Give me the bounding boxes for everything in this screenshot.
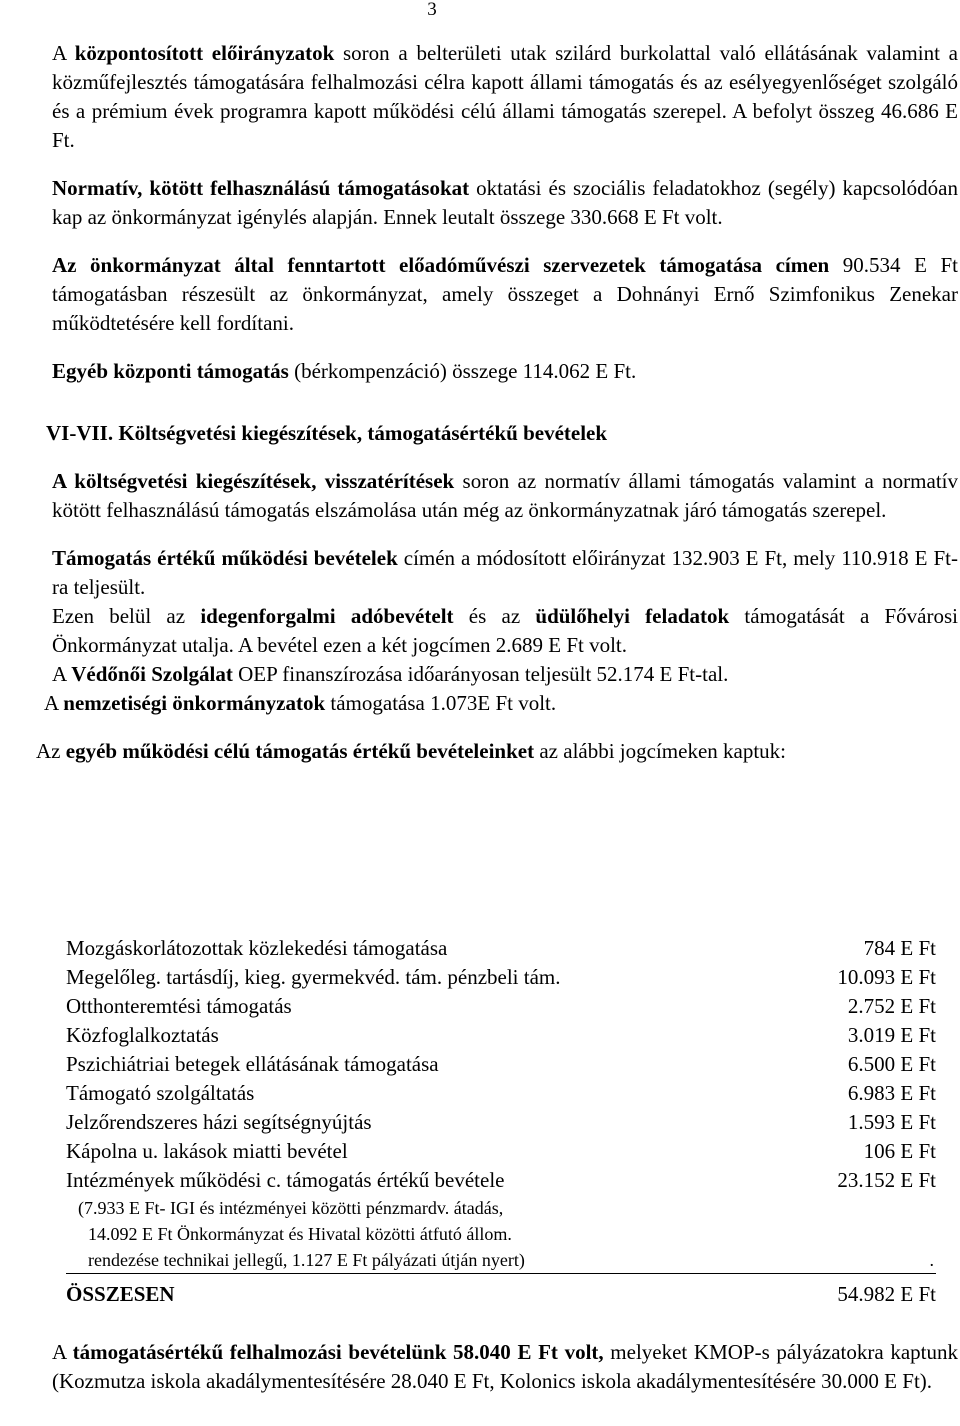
paragraph-tourism-tax <box>52 602 958 660</box>
total-row <box>66 1280 936 1309</box>
note-end-mark: . <box>929 1250 934 1270</box>
section-number: VI-VII. <box>46 421 114 445</box>
text-body: melyeket KMOP-s pályázatokra kaptunk (Kozmutza iskola akadálymentesítésére 28.040 E Ft, Kolonics iskola akadálymentesítésére 30.000 E Ft). <box>52 1340 958 1393</box>
term-other-central-support: Egyéb központi támogatás <box>52 359 289 383</box>
paragraph-minority-govts <box>44 689 958 718</box>
row-amount: 784 E Ft <box>863 936 936 960</box>
term-tourism-tax: idegenforgalmi adóbevételt <box>200 604 454 628</box>
text-body: (bérkompenzáció) összege 114.062 E Ft. <box>288 359 637 383</box>
text-body: támogatását a Fővárosi Önkormányzat utalja. A bevétel ezen a két jogcímen 2.689 E Ft volt. <box>52 604 959 657</box>
text-lead: A <box>52 662 72 686</box>
term-operating-revenue: Támogatás értékű működési bevételek <box>52 546 398 570</box>
table-row <box>66 1021 936 1050</box>
table-row <box>66 1108 936 1137</box>
paragraph-capital-grants <box>52 1338 958 1396</box>
term-other-revenue: egyéb működési célú támogatás értékű bevételeinket <box>65 739 535 763</box>
term-capital-grants: támogatásértékű felhalmozási bevételünk 58.040 E Ft volt, <box>72 1340 604 1364</box>
paragraph-other-revenue-intro <box>36 737 958 766</box>
row-label: Intézmények működési c. támogatás értékű bevétele <box>66 1168 505 1192</box>
paragraph-health-visitor <box>52 660 958 689</box>
row-label: Megelőleg. tartásdíj, kieg. gyermekvéd. tám. pénzbeli tám. <box>66 965 561 989</box>
row-label: Közfoglalkoztatás <box>66 1023 219 1047</box>
row-amount: 3.019 E Ft <box>847 1023 936 1047</box>
note-line: 14.092 E Ft Önkormányzat és Hivatal közötti átfutó állom. <box>88 1224 512 1244</box>
text-body: címén a módosított előirányzat 132.903 E Ft, mely 110.918 E Ft-ra teljesült. <box>52 546 958 599</box>
term-central-appropriations: központosított előirányzatok <box>74 41 335 65</box>
table-row <box>66 963 936 992</box>
text-mid: és az <box>453 604 536 628</box>
text-body: OEP finanszírozása időarányosan teljesült 52.174 E Ft-tal. <box>232 662 729 686</box>
total-label: ÖSSZESEN <box>66 1282 175 1306</box>
row-label: Otthonteremtési támogatás <box>66 994 292 1018</box>
table-row <box>66 1050 936 1079</box>
row-label: Jelzőrendszeres házi segítségnyújtás <box>66 1110 372 1134</box>
term-performing-arts: Az önkormányzat által fenntartott előadóművészi szervezetek támogatása címen <box>52 253 830 277</box>
note-text: rendezése technikai jellegű, 1.127 E Ft pályázati útján nyert) <box>88 1250 525 1270</box>
text-lead: Ezen belül az <box>52 604 201 628</box>
text-body: soron az normatív állami támogatás valamint a normatív kötött felhasználású támogatás elszámolása után még az önkormányzatnak járó támogatás szerepel. <box>52 469 958 522</box>
text-lead: A <box>44 691 64 715</box>
table-row <box>66 934 936 963</box>
text-body: soron a belterületi utak szilárd burkolattal való ellátásának valamint a közműfejlesztés támogatására felhalmozási célra kapott állami támogatás és az esélyegyenlőséget szolgáló és a prémium évek programra kapott működési célú állami támogatás szerepel. A befolyt összeg 46.686 E Ft. <box>52 41 958 152</box>
text-lead: Az <box>36 739 66 763</box>
term-minority-govts: nemzetiségi önkormányzatok <box>63 691 326 715</box>
row-label: Pszichiátriai betegek ellátásának támogatása <box>66 1052 439 1076</box>
table-row <box>66 1166 936 1195</box>
document-body <box>36 37 959 766</box>
row-amount: 2.752 E Ft <box>847 994 936 1018</box>
paragraph-budget-supplements <box>52 467 958 525</box>
income-table <box>66 934 936 1309</box>
row-amount: 106 E Ft <box>863 1139 936 1163</box>
text-body: az alábbi jogcímeken kaptuk: <box>534 739 787 763</box>
paragraph-performing-arts <box>52 251 958 338</box>
paragraph-operating-revenue <box>52 544 958 602</box>
term-budget-supplements: A költségvetési kiegészítések, visszatérítések <box>52 469 455 493</box>
table-row <box>66 1137 936 1166</box>
section-heading <box>46 419 958 448</box>
row-label: Mozgáskorlátozottak közlekedési támogatása <box>66 936 448 960</box>
note-line-underlined <box>66 1247 936 1274</box>
row-amount: 6.983 E Ft <box>847 1081 936 1105</box>
row-amount: 10.093 E Ft <box>837 965 936 989</box>
paragraph-normative-grants <box>52 174 958 232</box>
paragraph-central-appropriations <box>52 39 958 155</box>
row-amount: 6.500 E Ft <box>847 1052 936 1076</box>
table-row <box>66 1079 936 1108</box>
paragraph-capital-grants-text <box>52 1338 958 1396</box>
total-amount: 54.982 E Ft <box>837 1282 936 1306</box>
row-label: Kápolna u. lakások miatti bevétel <box>66 1139 348 1163</box>
page-number: 3 <box>427 0 437 20</box>
section-title: Költségvetési kiegészítések, támogatásértékű bevételek <box>113 421 608 445</box>
term-health-visitor: Védőnői Szolgálat <box>71 662 233 686</box>
text-body: támogatása 1.073E Ft volt. <box>325 691 557 715</box>
note-line: (7.933 E Ft- IGI és intézményei közötti pénzmardv. átadás, <box>78 1198 504 1218</box>
text-body: oktatási és szociális feladatokhoz (segély) kapcsolódóan kap az önkormányzat igénylés alapján. Ennek leutalt összege 330.668 E Ft volt. <box>52 176 958 229</box>
paragraph-other-central-support <box>52 357 958 386</box>
row-amount: 1.593 E Ft <box>847 1110 936 1134</box>
table-row <box>66 992 936 1021</box>
text-lead: A <box>52 41 75 65</box>
term-resort-tasks: üdülőhelyi feladatok <box>535 604 730 628</box>
term-normative-grants: Normatív, kötött felhasználású támogatásokat <box>52 176 470 200</box>
text-body: 90.534 E Ft támogatásban részesült az önkormányzat, amely összeget a Dohnányi Ernő Szimfonikus Zenekar működtetésére kell fordítani. <box>52 253 958 335</box>
row-amount: 23.152 E Ft <box>837 1168 936 1192</box>
text-lead: A <box>52 1340 73 1364</box>
row-label: Támogató szolgáltatás <box>66 1081 255 1105</box>
